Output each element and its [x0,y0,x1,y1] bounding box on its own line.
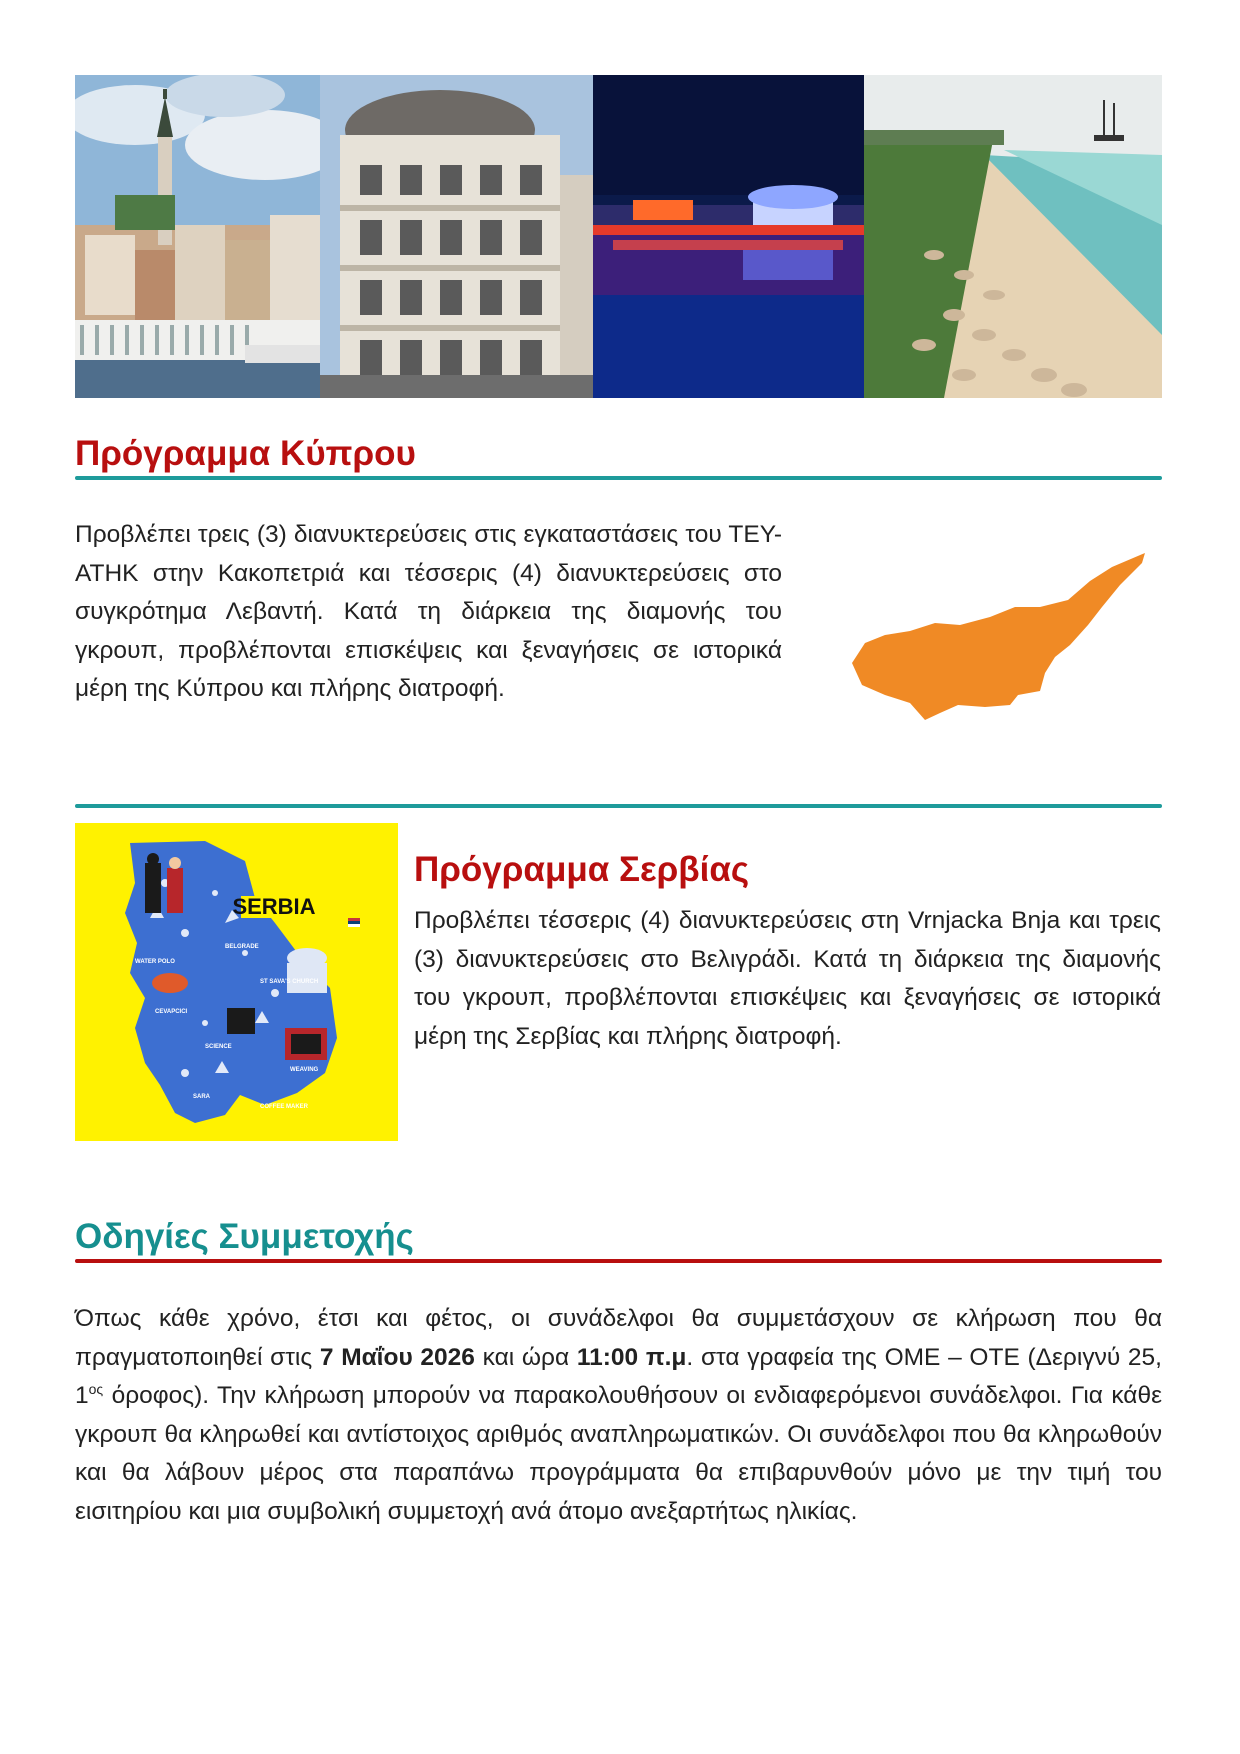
map-place-label: SCIENCE [205,1044,232,1050]
cyprus-title: Πρόγραμμα Κύπρου [75,434,416,473]
cyprus-map [840,545,1160,725]
serbia-title: Πρόγραμμα Σερβίας [414,850,750,889]
serbia-text: Προβλέπει τέσσερις (4) διανυκτερεύσεις στη Vrnjacka Bnja και τρεις (3) διανυκτερεύσεις στο Βελιγράδι. Κατά τη διάρκεια της διαμονής του γκρουπ, προβλέπονται επισκέψεις και ξεναγήσεις σε ιστορικά μέρη της Σερβίας και πλήρης διατροφή. [414,907,1161,1050]
instructions-text: Όπως κάθε χρόνο, έτσι και φέτος, οι συνάδελφοι θα συμμετάσχουν σε κλήρωση που θα πραγματοποιηθεί στις 7 Μαΐου 2026 και ώρα 11:00 π.μ. στα γραφεία της ΟΜΕ – ΟΤΕ (Δεριγνύ 25, $1^{o\varsigma}$ όροφος). Την κλήρωση μπορούν να παρακολουθήσουν οι ενδιαφερόμενοι συνάδελφοι. Για κάθε γκρουπ θα κληρωθεί και αντίστοιχος αριθμός αναπληρωματικών. Οι συνάδελφοι που θα κληρωθούν και θα λάβουν μέρος στα παραπάνω προγράμματα θα επιβαρυνθούν μόνο με την τιμή του εισιτηρίου και μια συμβολική συμμετοχή ανά άτομο ανεξαρτήτως ηλικίας. [75,1305,1162,1525]
night-waterfront-photo [593,75,864,398]
photo-banner [75,75,1162,398]
map-place-label: BELGRADE [225,944,259,950]
map-place-label: WEAVING [290,1067,319,1073]
serbia-map-label: SERBIA [232,894,316,919]
section-divider [75,1259,1162,1263]
draw-date: 7 Μαΐου 2026 [319,1343,475,1371]
map-place-label: ST SAVA'S CHURCH [260,979,319,985]
section-divider [75,476,1162,480]
section-divider [75,804,1162,808]
draw-time: 11:00 π.μ [576,1343,687,1371]
beach-resort-photo [864,75,1162,398]
map-place-label: WATER POLO [135,959,175,965]
cyprus-text: Προβλέπει τρεις (3) διανυκτερεύσεις στις εγκαταστάσεις του ΤΕΥ-ΑΤΗΚ στην Κακοπετριά και τέσσερις (4) διανυκτερεύσεις στο συγκρότημα Λεβαντή. Κατά τη διάρκεια της διαμονής του γκρουπ, προβλέπονται επισκέψεις και ξεναγήσεις σε ιστορικά μέρη της Κύπρου και πλήρης διατροφή. [75,521,782,702]
map-place-label: CEVAPCICI [155,1009,188,1015]
map-place-label: COFFEE MAKER [260,1104,308,1110]
belgrade-old-town-photo [75,75,320,398]
belgrade-building-photo [320,75,593,398]
map-place-label: SARA [193,1094,211,1100]
serbia-map [75,823,398,1141]
instructions-title: Οδηγίες Συμμετοχής [75,1217,414,1256]
